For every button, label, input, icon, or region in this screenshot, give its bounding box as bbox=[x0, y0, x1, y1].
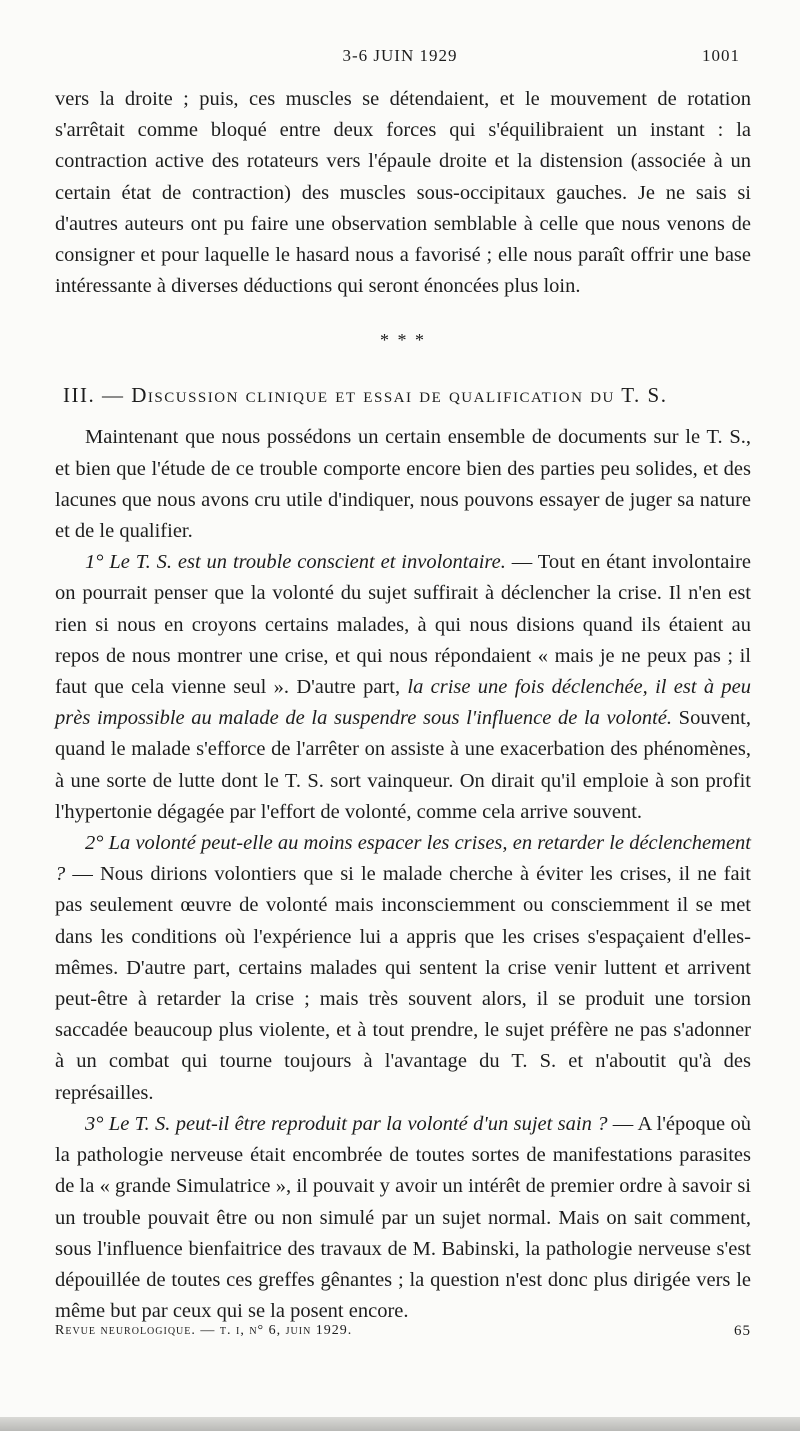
running-head bbox=[0, 46, 800, 76]
point-1-italic: la crise une fois déclenchée, il est à peu près impossible au malade de la suspendre sous l'influence de la volonté. bbox=[55, 676, 751, 730]
page-number: 1001 bbox=[702, 46, 740, 65]
journal-reference: Revue neurologique. — t. i, n° 6, juin 1929. bbox=[55, 1323, 353, 1338]
point-1-lead: 1° Le T. S. est un trouble conscient et involontaire. bbox=[85, 551, 506, 574]
point-2-text: — Nous dirions volontiers que si le malade cherche à éviter les crises, il ne fait pas seulement œuvre de volonté mais inconsciemment ou consciemment il se met dans les conditions où l'expérience lui a appris que les crises s'espaçaient d'elles-mêmes. D'autre part, certains malades qui sentent la crise venir luttent et arrivent peut-être à retarder la crise ; mais très souvent alors, il se produit une torsion saccadée beaucoup plus violente, et à tout prendre, le sujet préfère ne pas s'adonner à un combat qui tourne toujours à l'avantage du T. S. et n'aboutit qu'à des représailles. bbox=[55, 863, 751, 1104]
paragraph-point-2 bbox=[55, 828, 751, 1109]
asterism-separator: * * * bbox=[380, 330, 426, 351]
section-heading: III. — Discussion clinique et essai de qualification du T. S. bbox=[63, 383, 668, 408]
paragraph-point-3 bbox=[55, 1109, 751, 1327]
page-edge-shadow bbox=[0, 1417, 800, 1431]
point-3-text: — A l'époque où la pathologie nerveuse était encombrée de toutes sortes de manifestations parasites de la « grande Simulatrice », il pouvait y avoir un intérêt de premier ordre à savoir si un trouble pouvait être ou non simulé par un sujet normal. Mais on sait comment, sous l'influence bienfaitrice des travaux de M. Babinski, la pathologie nerveuse s'est dépouillée de toutes ces greffes gênantes ; la question n'est donc plus dirigée vers le même but par ceux qui se la posent encore. bbox=[55, 1112, 751, 1323]
point-2-lead: 2° La volonté peut-elle au moins espacer les crises, en retarder le déclenchement ? bbox=[55, 832, 751, 886]
point-3-lead: 3° Le T. S. peut-il être reproduit par la volonté d'un sujet sain ? bbox=[85, 1112, 608, 1135]
paragraph-intro: Maintenant que nous possédons un certain ensemble de documents sur le T. S., et bien que l'étude de ce trouble comporte encore bien des parties peu solides, et des lacunes que nous avons cru utile d'indiquer, nous pouvons essayer de juger sa nature et de le qualifier. bbox=[55, 426, 751, 543]
page-footer bbox=[55, 1323, 751, 1339]
header-date: 3-6 JUIN 1929 bbox=[342, 46, 458, 65]
signature-number: 65 bbox=[734, 1323, 751, 1339]
body-text bbox=[55, 84, 751, 1327]
paragraph-continuation: vers la droite ; puis, ces muscles se détendaient, et le mouvement de rotation s'arrêtait comme bloqué entre deux forces qui s'équilibraient un instant : la contraction active des rotateurs vers l'épaule droite et la distension (associée à un certain état de contraction) des muscles sous-occipitaux gauches. Je ne sais si d'autres auteurs ont pu faire une observation semblable à celle que nous venons de consigner et pour laquelle le hasard nous a favorisé ; elle nous paraît offrir une base intéressante à diverses déductions qui seront énoncées plus loin. bbox=[55, 88, 751, 298]
point-1-text-a: — Tout en étant involontaire on pourrait penser que la volonté du sujet suffirait à déclencher la crise. Il n'en est rien si nous en croyons certains malades, à qui nous disions quand ils étaient au repos de nous montrer une crise, et qui nous répondaient « mais je ne peux pas ; il faut que cela vienne seul ». D'autre part, bbox=[55, 551, 751, 699]
paragraph-point-1 bbox=[55, 547, 751, 828]
point-1-text-b: Souvent, quand le malade s'efforce de l'arrêter on assiste à une exacerbation des phénomènes, à une sorte de lutte dont le T. S. sort vainqueur. On dirait qu'il emploie à son profit l'hypertonie dégagée par l'effort de volonté, comme cela arrive souvent. bbox=[55, 707, 751, 823]
